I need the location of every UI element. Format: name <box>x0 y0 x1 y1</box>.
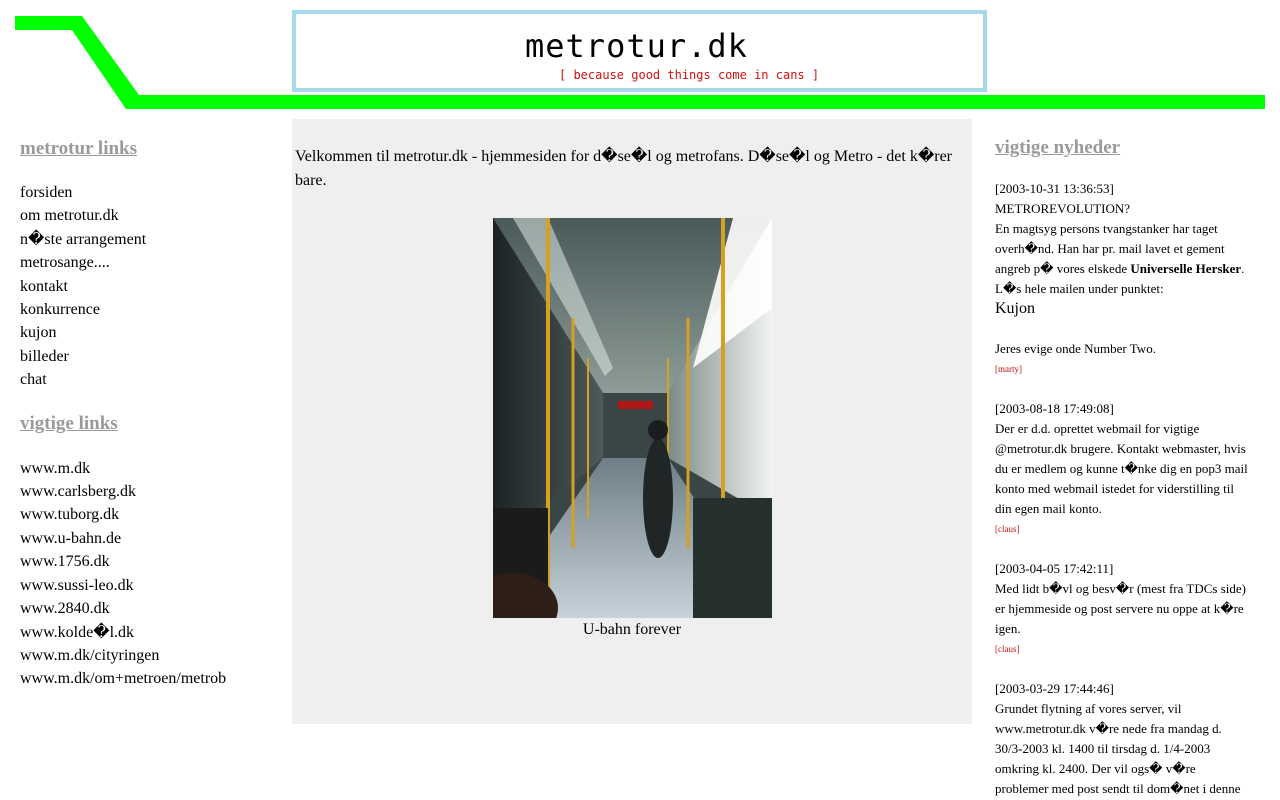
metrotur-links-list <box>20 181 280 392</box>
nav-item-chat[interactable]: chat <box>20 371 47 389</box>
nav-item-kontakt[interactable]: kontakt <box>20 277 68 295</box>
news-heading[interactable]: vigtige nyheder <box>995 137 1121 158</box>
news-title: METROREVOLUTION? <box>995 201 1131 216</box>
site-logo-text: metrotur.dk <box>525 27 748 65</box>
news-link-kujon[interactable]: Kujon <box>995 300 1035 317</box>
news-author: [claus] <box>995 644 1020 654</box>
news-date: [2003-10-31 13:36:53] <box>995 181 1114 196</box>
site-logo-banner[interactable] <box>292 10 987 92</box>
nav-item-konkurrence[interactable]: konkurrence <box>20 301 100 319</box>
nav-item-metrosange[interactable]: metrosange.... <box>20 254 110 272</box>
metrotur-links-heading[interactable]: metrotur links <box>20 138 137 159</box>
external-link[interactable]: www.tuborg.dk <box>20 506 120 524</box>
news-date: [2003-08-18 17:49:08] <box>995 401 1114 416</box>
external-link[interactable]: www.carlsberg.dk <box>20 483 136 501</box>
external-link[interactable]: www.u-bahn.de <box>20 529 122 547</box>
left-sidebar <box>20 135 280 691</box>
news-item <box>995 559 1250 659</box>
news-date: [2003-04-05 17:42:11] <box>995 561 1114 576</box>
nav-item-om[interactable]: om metrotur.dk <box>20 207 119 225</box>
news-author: [claus] <box>995 524 1020 534</box>
news-bold-text: Universelle Hersker <box>1130 261 1242 276</box>
nav-item-billeder[interactable]: billeder <box>20 347 69 365</box>
news-item <box>995 679 1250 799</box>
news-item <box>995 179 1250 379</box>
news-body: Der er d.d. oprettet webmail for vigtige @metrotur.dk brugere. Kontakt webmaster, hvis du er medlem og kunne t�nke dig en pop3 mail konto med webmail istedet for viderstilling til din egen mail konto. <box>995 421 1248 516</box>
external-link[interactable]: www.m.dk <box>20 459 91 477</box>
external-link[interactable]: www.m.dk/cityringen <box>20 646 160 664</box>
news-body: En magtsyg persons tvangstanker har taget overh�nd. Han har pr. mail lavet et gement angreb p� vores elskede Universelle Hersker. L�s hele mailen under punktet: <box>995 221 1245 296</box>
news-sidebar <box>995 135 1250 799</box>
news-body: Med lidt b�vl og besv�r (mest fra TDCs side) er hjemmeside og post servere nu oppe at k�re igen. <box>995 581 1246 636</box>
vigtige-links-heading[interactable]: vigtige links <box>20 412 118 434</box>
nav-item-forsiden[interactable]: forsiden <box>20 184 73 201</box>
metro-interior-photo <box>493 218 772 618</box>
main-content-panel <box>292 119 972 724</box>
news-author: [marty] <box>995 364 1022 374</box>
vigtige-links-list <box>20 457 280 691</box>
nav-item-naeste-arrangement[interactable]: n�ste arrangement <box>20 230 147 248</box>
news-item <box>995 399 1250 539</box>
news-body: Grundet flytning af vores server, vil www.metrotur.dk v�re nede fra mandag d. 30/3-2003 kl. 1400 til tirsdag d. 1/4-2003 omkring kl. 2400. Der vil ogs� v�re problemer med post sendt til dom�net i denne <box>995 701 1241 796</box>
external-link[interactable]: www.1756.dk <box>20 553 110 571</box>
welcome-text: Velkommen til metrotur.dk - hjemmesiden for d�se�l og metrofans. D�se�l og Metro - det k�rer bare. <box>295 148 953 189</box>
external-link[interactable]: www.kolde�l.dk <box>20 623 135 641</box>
nav-item-kujon[interactable]: kujon <box>20 324 57 342</box>
news-date: [2003-03-29 17:44:46] <box>995 681 1114 696</box>
external-link[interactable]: www.m.dk/om+metroen/metrob <box>20 670 227 688</box>
site-tagline: [ because good things come in cans ] <box>559 68 820 82</box>
photo-caption: U-bahn forever <box>582 621 682 638</box>
external-link[interactable]: www.2840.dk <box>20 600 110 618</box>
external-link[interactable]: www.sussi-leo.dk <box>20 576 134 594</box>
news-signature: Jeres evige onde Number Two. <box>995 341 1156 356</box>
